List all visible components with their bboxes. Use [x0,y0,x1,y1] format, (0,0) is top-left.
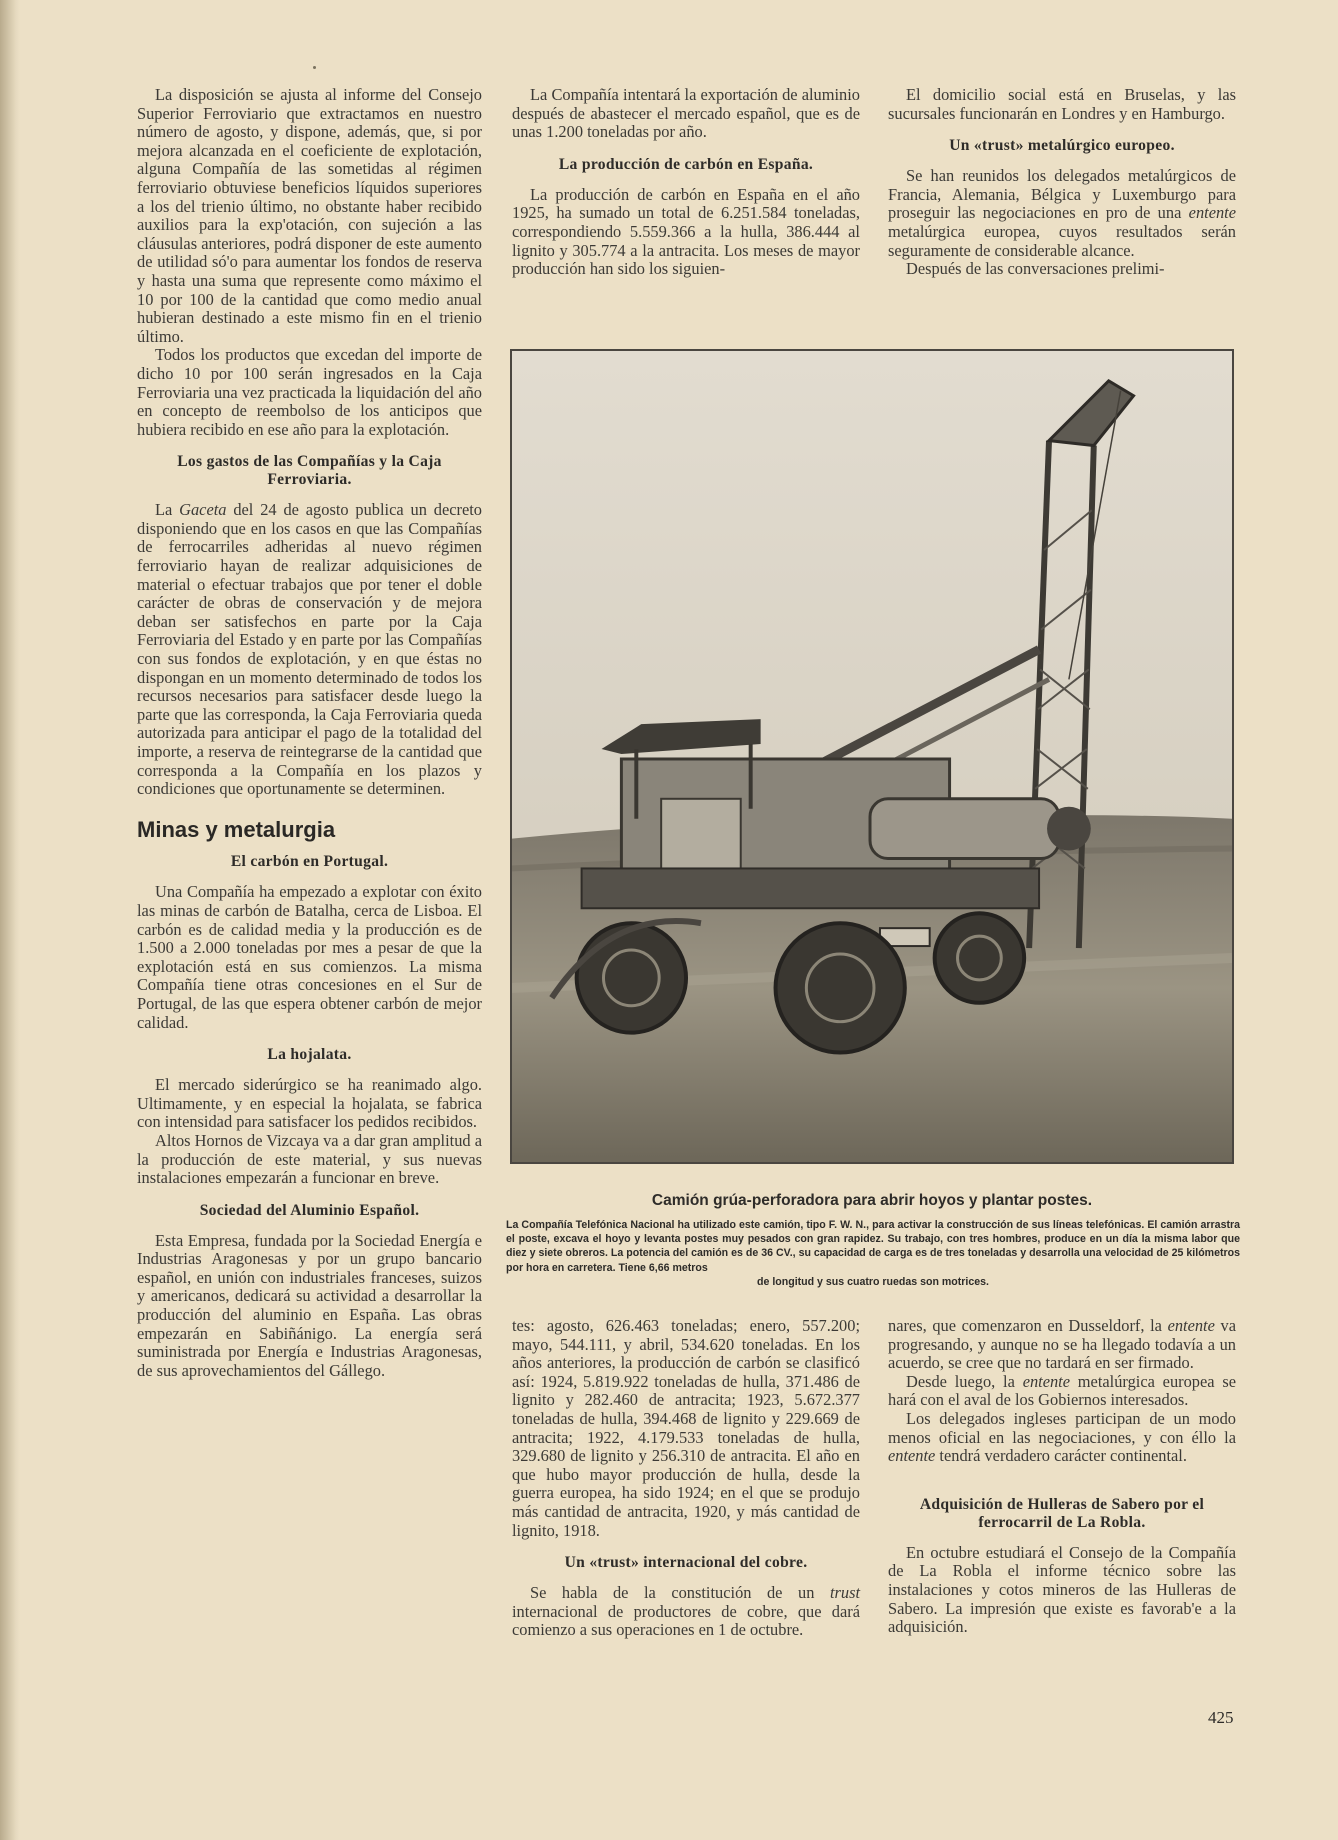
figure-caption-title: Camión grúa-perforadora para abrir hoyos y plantar postes. [651,1192,1093,1209]
subheading-trust-cobre: Un «trust» internacional del cobre. [564,1554,808,1572]
truck-crane-photograph [510,349,1234,1164]
paragraph: El domicilio social está en Bruselas, y las sucursales funcionarán en Londres y en Hamburgo. [888,85,1236,123]
column-2-bottom [512,1317,860,1640]
paragraph: nares, que comenzaron en Dusseldorf, la entente va progresando, y aunque no se ha llegado todavía a un acuerdo, se cree que no tardará en ser firmado. [888,1316,1236,1373]
paragraph: Esta Empresa, fundada por la Sociedad Energía e Industrias Aragonesas y por un grupo bancario español, en unión con industriales franceses, suizos y americanos, dedicará su actividad a desarrollar la producción del aluminio en España. Las obras empezarán en Sabiñánigo. La energía será suministrada por Energía e Industrias Aragonesas, de sus aprovechamientos del Gállego. [137,1230,482,1380]
subheading-gastos-companias: Los gastos de las Compañías y la Caja Ferroviaria. [177,453,442,489]
subheading-trust-metalurgico: Un «trust» metalúrgico europeo. [949,137,1175,155]
section-heading-minas: Minas y metalurgia [137,816,336,842]
paragraph: La Compañía intentará la exportación de aluminio después de abastecer el mercado español, que es de unas 1.200 toneladas por año. [512,85,860,142]
paragraph: Se habla de la constitución de un trust internacional de productores de cobre, que dará comienzo a sus operaciones en 1 de octubre. [512,1583,860,1640]
column-3-top [888,86,1236,279]
paragraph: En octubre estudiará el Consejo de la Compañía de La Robla el informe técnico sobre las instalaciones y cotos mineros de las Hulleras de Sabero. La impresión que existe es favorab'e a la adquisición. [888,1542,1236,1637]
subheading-hulleras-sabero: Adquisición de Hulleras de Sabero por el ferrocarril de La Robla. [919,1495,1205,1531]
column-2-top [512,86,860,279]
paragraph: Desde luego, la entente metalúrgica europea se hará con el aval de los Gobiernos interesados. [888,1371,1236,1410]
print-speck [313,66,316,69]
paragraph: La producción de carbón en España en el año 1925, ha sumado un total de 6.251.584 toneladas, correspondiendo 5.559.366 a la hulla, 386.444 al lignito y 305.774 a la antracita. Los meses de mayor producción han sido los siguien- [512,184,860,279]
paragraph: Los delegados ingleses participan de un modo menos oficial en las negociaciones, y con éllo la entente tendrá verdadero carácter continental. [888,1408,1236,1466]
paragraph: Una Compañía ha empezado a explotar con éxito las minas de carbón de Batalha, cerca de Lisboa. El carbón es de calidad media y la producción es de 1.500 a 2.000 toneladas por mes a pesar de que la explotación está en sus comienzos. La misma Compañía tiene otras concesiones en el Sur de Portugal, de las que espera obtener carbón de mejor calidad. [137,882,482,1032]
paragraph: Se han reunidos los delegados metalúrgicos de Francia, Alemania, Bélgica y Luxemburgo para proseguir las negociaciones en pro de una entente metalúrgica europea, cuyos resultados serán seguramente de considerable alcance. [888,166,1236,260]
paragraph: Altos Hornos de Vizcaya va a dar gran amplitud a la producción de este material, y sus nuevas instalaciones empezarán a funcionar en breve. [137,1130,482,1188]
paragraph: La disposición se ajusta al informe del Consejo Superior Ferroviario que extractamos en nuestro número de agosto, y dispone, además, que, si por mejora alcanzada en el coeficiente de explotación, alguna Compañía de las sometidas al régimen ferroviario obtuviese beneficios líquidos superiores a los del trienio último, no obstante haber recibido auxilios para la exp'otación, con sujeción a las cláusulas anteriores, podrá disponer de este aumento de utilidad só'o para aumentar los fondos de reserva y hasta una suma que represente como máximo el 10 por 100 de la cantidad que como medio anual hubieran destinado a este mismo fin en el trienio último. [137,85,482,346]
paragraph: tes: agosto, 626.463 toneladas; enero, 557.200; mayo, 544.111, y abril, 534.620 toneladas. En los años anteriores, la producción de carbón se clasificó así: 1924, 5.819.922 toneladas de hulla, 371.486 de lignito y 282.460 de antracita; 1923, 5.672.377 toneladas de hulla, 394.468 de lignito y 229.669 de antracita; 1922, 4.179.533 toneladas de hulla, 329.680 de lignito y 256.310 de antracita. El año en que hubo mayor producción de hulla, desde la guerra europea, ha sido 1924; en el que se produjo más cantidad de antracita, 1920, y más cantidad de lignito, 1918. [512,1316,860,1540]
subheading-hojalata: La hojalata. [267,1046,352,1064]
paragraph: Todos los productos que excedan del importe de dicho 10 por 100 serán ingresados en la Caja Ferroviaria una vez practicada la liquidación del año en concepto de reembolso de los anticipos que hubiera recibido en ese año para la explotación. [137,345,482,439]
column-1 [137,86,482,1380]
subheading-produccion-carbon: La producción de carbón en España. [558,155,814,173]
figure-caption-body: La Compañía Telefónica Nacional ha utilizado este camión, tipo F. W. N., para activar la construcción de sus líneas telefónicas. El camión arrastra el poste, excava el hoyo y levanta postes muy pesados con gran rapidez. Su trabajo, con tres hombres, produce en un día la misma labor que diez y siete obreros. La potencia del camión es de 36 CV., su capacidad de carga es de tres toneladas y desarrolla una velocidad de 25 kilómetros por hora en carretera. Tiene 6,66 metros de longitud y sus cuatro ruedas son motrices. [506,1219,1240,1288]
paragraph: El mercado siderúrgico se ha reanimado algo. Ultimamente, y en especial la hojalata, se fabrica con intensidad para satisfacer los pedidos recibidos. [137,1075,482,1132]
page-number: 425 [1208,1708,1234,1727]
subheading-aluminio: Sociedad del Aluminio Español. [199,1201,420,1219]
subheading-carbon-portugal: El carbón en Portugal. [230,853,389,871]
paragraph: Después de las conversaciones prelimi- [906,259,1165,279]
column-3-bottom [888,1317,1236,1637]
crane-truck-illustration [512,351,1232,1162]
paragraph: La Gaceta del 24 de agosto publica un decreto disponiendo que en los casos en que las Compañías de ferrocarriles adheridas al nuevo régimen ferroviario hayan de realizar adquisiciones de material o efectuar trabajos que por tener el doble carácter de obras de conservación y de mejora deban ser satisfechos en parte por la Caja Ferroviaria del Estado y en parte por las Compañías con sus fondos de explotación, y en que éstas no dispongan en un momento determinado de todos los recursos necesarios para satisfacer desde luego la parte que las corresponda, la Caja Ferroviaria queda autorizada para anticipar el pago de la totalidad del importe, a reserva de reintegrarse de la cantidad que corresponda a la Compañía en los plazos y condiciones que oportunamente se determinen. [137,500,482,799]
page-binding-edge [0,0,20,1840]
